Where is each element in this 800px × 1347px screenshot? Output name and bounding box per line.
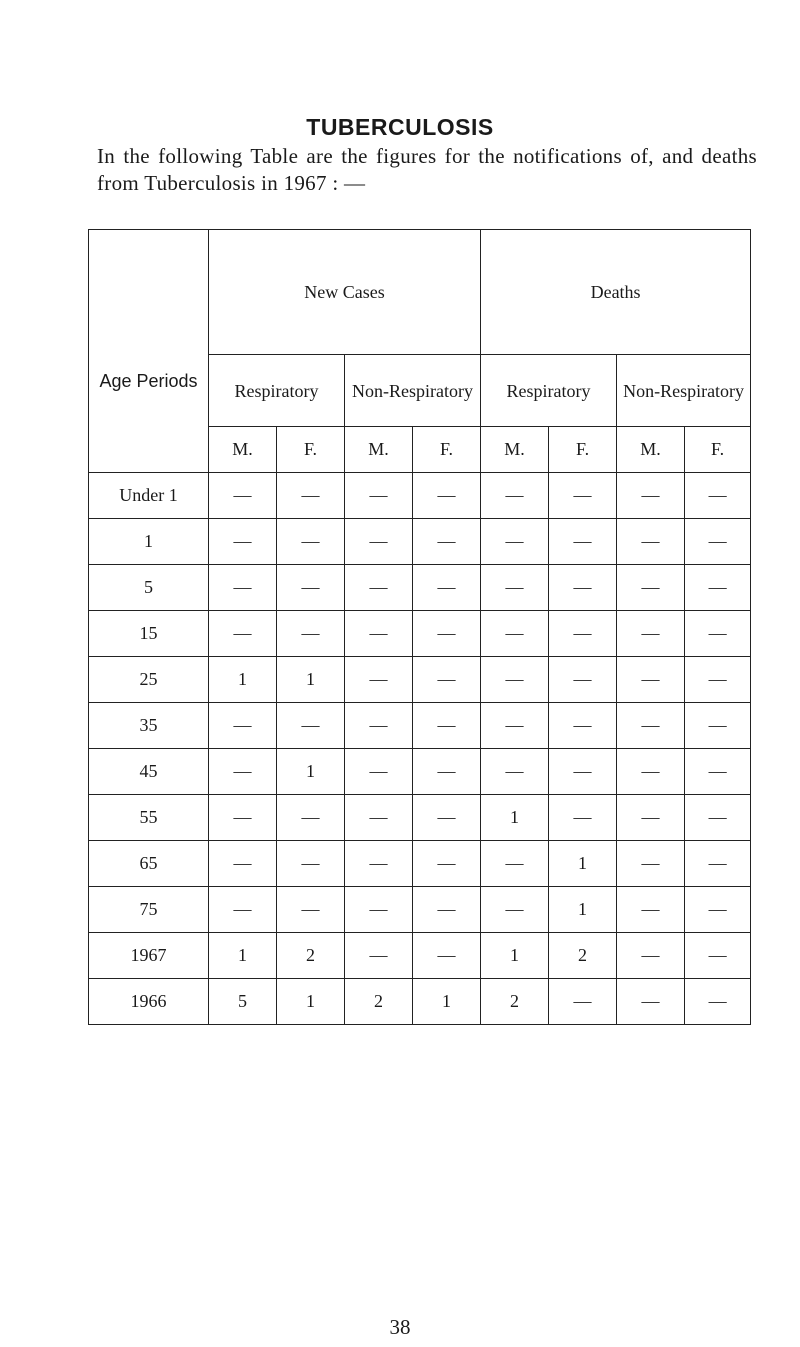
count-cell: — — [549, 979, 617, 1025]
count-cell: — — [413, 657, 481, 703]
table-body — [89, 473, 751, 1025]
count-cell: — — [413, 795, 481, 841]
count-cell: — — [209, 749, 277, 795]
sex-header: F. — [549, 427, 617, 473]
table-row — [89, 749, 751, 795]
count-cell: — — [549, 519, 617, 565]
count-cell: — — [481, 657, 549, 703]
age-period-cell: 15 — [89, 611, 209, 657]
count-cell: — — [413, 933, 481, 979]
sex-header: F. — [413, 427, 481, 473]
age-period-cell: 1966 — [89, 979, 209, 1025]
age-period-cell: 5 — [89, 565, 209, 611]
count-cell: — — [413, 703, 481, 749]
count-cell: — — [277, 841, 345, 887]
age-periods-header: Age Periods — [89, 230, 209, 473]
count-cell: — — [481, 611, 549, 657]
age-period-cell: 45 — [89, 749, 209, 795]
count-cell: — — [209, 473, 277, 519]
intro-paragraph: In the following Table are the figures for the notifications of, and deaths from Tuberculosis in 1967 : — — [97, 144, 757, 195]
count-cell: — — [481, 703, 549, 749]
age-period-cell: 1967 — [89, 933, 209, 979]
count-cell: — — [209, 841, 277, 887]
count-cell: 1 — [277, 979, 345, 1025]
count-cell: — — [481, 519, 549, 565]
count-cell: — — [617, 473, 685, 519]
count-cell: — — [209, 611, 277, 657]
sex-header: F. — [685, 427, 751, 473]
count-cell: — — [209, 795, 277, 841]
count-cell: — — [277, 795, 345, 841]
count-cell: — — [685, 749, 751, 795]
count-cell: — — [685, 611, 751, 657]
count-cell: — — [481, 565, 549, 611]
count-cell: — — [685, 565, 751, 611]
count-cell: — — [617, 611, 685, 657]
age-period-cell: 1 — [89, 519, 209, 565]
table-row — [89, 611, 751, 657]
count-cell: 1 — [549, 841, 617, 887]
count-cell: — — [481, 473, 549, 519]
count-cell: 1 — [277, 749, 345, 795]
count-cell: 2 — [277, 933, 345, 979]
count-cell: — — [345, 887, 413, 933]
count-cell: — — [685, 979, 751, 1025]
count-cell: — — [685, 933, 751, 979]
sex-header: M. — [481, 427, 549, 473]
sex-header: F. — [277, 427, 345, 473]
table-row — [89, 473, 751, 519]
count-cell: — — [413, 887, 481, 933]
table-row — [89, 519, 751, 565]
count-cell: — — [277, 611, 345, 657]
count-cell: — — [617, 519, 685, 565]
count-cell: — — [345, 841, 413, 887]
deaths-non-respiratory-header: Non-Respiratory — [617, 355, 751, 427]
count-cell: — — [345, 473, 413, 519]
count-cell: — — [481, 749, 549, 795]
count-cell: 2 — [345, 979, 413, 1025]
count-cell: 2 — [549, 933, 617, 979]
new-cases-header: New Cases — [209, 230, 481, 355]
count-cell: — — [549, 795, 617, 841]
count-cell: — — [617, 703, 685, 749]
new-respiratory-header: Respiratory — [209, 355, 345, 427]
age-period-cell: 65 — [89, 841, 209, 887]
count-cell: — — [617, 887, 685, 933]
table-row — [89, 979, 751, 1025]
count-cell: — — [345, 565, 413, 611]
new-non-respiratory-header: Non-Respiratory — [345, 355, 481, 427]
count-cell: — — [413, 841, 481, 887]
count-cell: 5 — [209, 979, 277, 1025]
count-cell: — — [413, 749, 481, 795]
count-cell: — — [209, 703, 277, 749]
count-cell: — — [345, 611, 413, 657]
count-cell: — — [685, 795, 751, 841]
count-cell: — — [277, 703, 345, 749]
count-cell: — — [549, 657, 617, 703]
count-cell: 1 — [481, 795, 549, 841]
count-cell: — — [685, 657, 751, 703]
count-cell: 1 — [413, 979, 481, 1025]
tuberculosis-table — [88, 229, 751, 1025]
count-cell: — — [549, 565, 617, 611]
count-cell: — — [277, 887, 345, 933]
table-row — [89, 795, 751, 841]
count-cell: — — [413, 519, 481, 565]
count-cell: 1 — [209, 933, 277, 979]
table-row — [89, 933, 751, 979]
count-cell: — — [617, 933, 685, 979]
count-cell: — — [617, 749, 685, 795]
table-row — [89, 703, 751, 749]
count-cell: 1 — [549, 887, 617, 933]
count-cell: — — [345, 703, 413, 749]
table-row — [89, 657, 751, 703]
sex-header: M. — [209, 427, 277, 473]
table-row — [89, 565, 751, 611]
count-cell: — — [345, 749, 413, 795]
count-cell: — — [277, 473, 345, 519]
count-cell: — — [413, 473, 481, 519]
count-cell: — — [617, 979, 685, 1025]
count-cell: — — [617, 795, 685, 841]
age-period-cell: Under 1 — [89, 473, 209, 519]
count-cell: — — [685, 519, 751, 565]
count-cell: — — [617, 565, 685, 611]
age-period-cell: 75 — [89, 887, 209, 933]
count-cell: — — [617, 657, 685, 703]
age-period-cell: 35 — [89, 703, 209, 749]
count-cell: — — [685, 473, 751, 519]
sex-header: M. — [345, 427, 413, 473]
page-number: 38 — [389, 1315, 411, 1339]
count-cell: — — [549, 473, 617, 519]
table-row — [89, 841, 751, 887]
count-cell: — — [209, 519, 277, 565]
table-row — [89, 887, 751, 933]
count-cell: — — [345, 933, 413, 979]
sex-header: M. — [617, 427, 685, 473]
count-cell: — — [685, 841, 751, 887]
count-cell: — — [549, 611, 617, 657]
count-cell: — — [685, 887, 751, 933]
deaths-header: Deaths — [481, 230, 751, 355]
count-cell: — — [685, 703, 751, 749]
count-cell: — — [277, 519, 345, 565]
count-cell: — — [481, 887, 549, 933]
count-cell: — — [549, 703, 617, 749]
count-cell: — — [413, 565, 481, 611]
count-cell: — — [345, 519, 413, 565]
count-cell: — — [277, 565, 345, 611]
count-cell: 1 — [209, 657, 277, 703]
count-cell: — — [617, 841, 685, 887]
count-cell: — — [413, 611, 481, 657]
count-cell: — — [345, 657, 413, 703]
count-cell: 2 — [481, 979, 549, 1025]
age-period-cell: 55 — [89, 795, 209, 841]
age-period-cell: 25 — [89, 657, 209, 703]
count-cell: — — [345, 795, 413, 841]
count-cell: — — [549, 749, 617, 795]
count-cell: 1 — [277, 657, 345, 703]
count-cell: — — [209, 887, 277, 933]
deaths-respiratory-header: Respiratory — [481, 355, 617, 427]
count-cell: — — [481, 841, 549, 887]
count-cell: — — [209, 565, 277, 611]
count-cell: 1 — [481, 933, 549, 979]
page-title: TUBERCULOSIS — [306, 114, 494, 140]
